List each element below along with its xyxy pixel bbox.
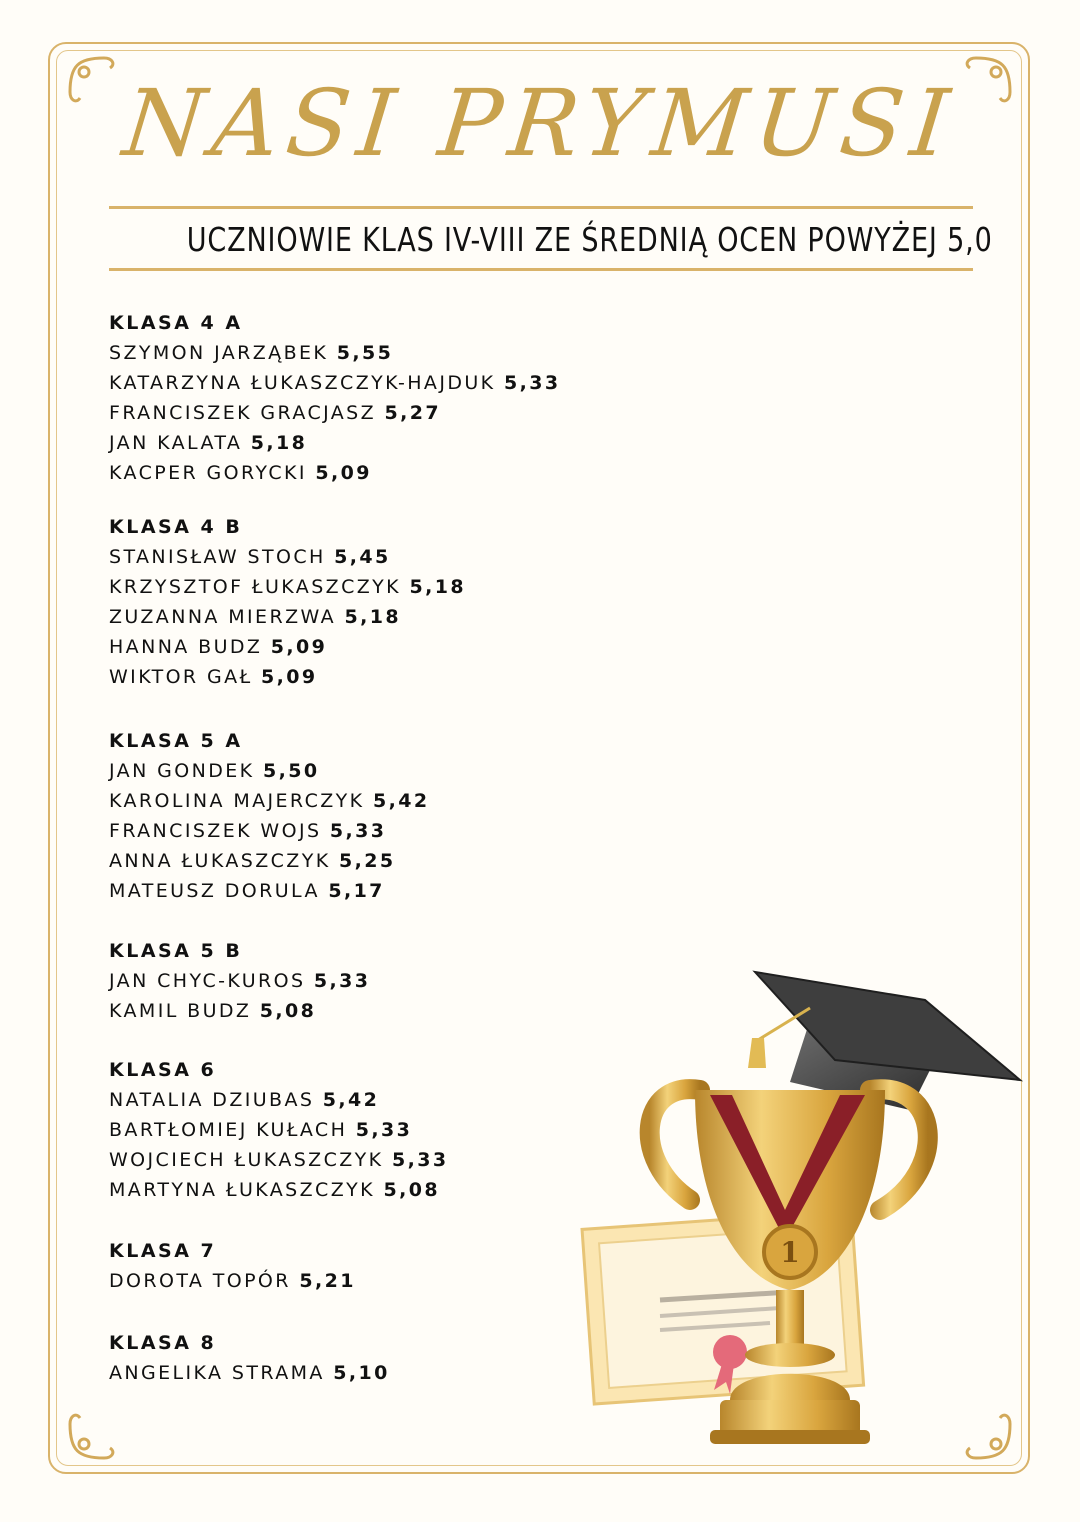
student-name: WIKTOR GAŁ <box>109 666 253 688</box>
student-average: 5,33 <box>392 1149 449 1171</box>
student-name: NATALIA DZIUBAS <box>109 1089 315 1111</box>
list-item <box>109 846 669 876</box>
student-name: KACPER GORYCKI <box>109 462 307 484</box>
student-average: 5,27 <box>384 402 441 424</box>
list-item <box>109 876 669 906</box>
student-average: 5,17 <box>328 880 385 902</box>
class-title: KLASA 4 B <box>109 516 243 538</box>
student-average: 5,50 <box>262 760 320 782</box>
student-average: 5,42 <box>372 790 430 812</box>
student-average: 5,33 <box>329 820 387 842</box>
student-average: 5,33 <box>355 1119 413 1141</box>
student-average: 5,08 <box>259 1000 317 1022</box>
list-item <box>109 428 669 458</box>
student-average: 5,09 <box>270 636 328 658</box>
student-average: 5,33 <box>313 970 371 992</box>
class-title: KLASA 8 <box>109 1332 217 1354</box>
student-name: JAN CHYC-KUROS <box>109 970 306 992</box>
student-name: KRZYSZTOF ŁUKASZCZYK <box>109 576 402 598</box>
student-name: KATARZYNA ŁUKASZCZYK-HAJDUK <box>109 372 496 394</box>
list-item <box>109 662 669 692</box>
trophy-illustration <box>580 960 1030 1480</box>
list-item <box>109 368 669 398</box>
list-item <box>109 458 669 488</box>
class-title: KLASA 7 <box>109 1240 217 1262</box>
class-title: KLASA 6 <box>109 1059 217 1081</box>
student-name: SZYMON JARZĄBEK <box>109 342 329 364</box>
student-name: BARTŁOMIEJ KUŁACH <box>109 1119 348 1141</box>
student-average: 5,09 <box>315 462 372 484</box>
list-item <box>109 756 669 786</box>
student-average: 5,25 <box>339 850 396 872</box>
student-name: JAN GONDEK <box>109 760 255 782</box>
title-divider-top <box>109 206 973 209</box>
list-item <box>109 786 669 816</box>
list-item <box>109 398 669 428</box>
student-average: 5,33 <box>503 372 561 394</box>
student-average: 5,55 <box>336 342 394 364</box>
student-name: WOJCIECH ŁUKASZCZYK <box>109 1149 384 1171</box>
list-item <box>109 816 669 846</box>
class-section <box>109 512 669 692</box>
class-title: KLASA 5 B <box>109 940 243 962</box>
student-name: STANISŁAW STOCH <box>109 546 326 568</box>
student-average: 5,18 <box>409 576 466 598</box>
student-average: 5,09 <box>261 666 318 688</box>
student-name: ANGELIKA STRAMA <box>109 1362 325 1384</box>
list-item <box>109 602 669 632</box>
list-item <box>109 572 669 602</box>
medal-number: 1 <box>780 1236 800 1269</box>
student-name: DOROTA TOPÓR <box>109 1270 291 1292</box>
class-title: KLASA 5 A <box>109 730 243 752</box>
student-average: 5,18 <box>344 606 401 628</box>
class-title: KLASA 4 A <box>109 312 243 334</box>
student-name: ZUZANNA MIERZWA <box>109 606 337 628</box>
student-name: MATEUSZ DORULA <box>109 880 320 902</box>
student-name: ANNA ŁUKASZCZYK <box>109 850 331 872</box>
student-average: 5,18 <box>250 432 308 454</box>
list-item <box>109 338 669 368</box>
student-name: MARTYNA ŁUKASZCZYK <box>109 1179 376 1201</box>
class-section <box>109 308 669 488</box>
page-title: NASI PRYMUSI <box>118 70 962 177</box>
student-name: KAROLINA MAJERCZYK <box>109 790 365 812</box>
student-average: 5,08 <box>383 1179 440 1201</box>
student-name: FRANCISZEK WOJS <box>109 820 322 842</box>
student-name: KAMIL BUDZ <box>109 1000 252 1022</box>
student-average: 5,10 <box>333 1362 390 1384</box>
list-item <box>109 542 669 572</box>
student-name: JAN KALATA <box>109 432 243 454</box>
student-name: HANNA BUDZ <box>109 636 263 658</box>
student-average: 5,45 <box>334 546 391 568</box>
student-name: FRANCISZEK GRACJASZ <box>109 402 377 424</box>
class-section <box>109 726 669 906</box>
page-subtitle: UCZNIOWIE KLAS IV-VIII ZE ŚREDNIĄ OCEN POWYŻEJ 5,0 <box>186 220 993 259</box>
ornament-corner-icon <box>64 1404 124 1464</box>
student-average: 5,42 <box>322 1089 380 1111</box>
student-average: 5,21 <box>299 1270 356 1292</box>
title-divider-bottom <box>109 268 973 271</box>
list-item <box>109 632 669 662</box>
